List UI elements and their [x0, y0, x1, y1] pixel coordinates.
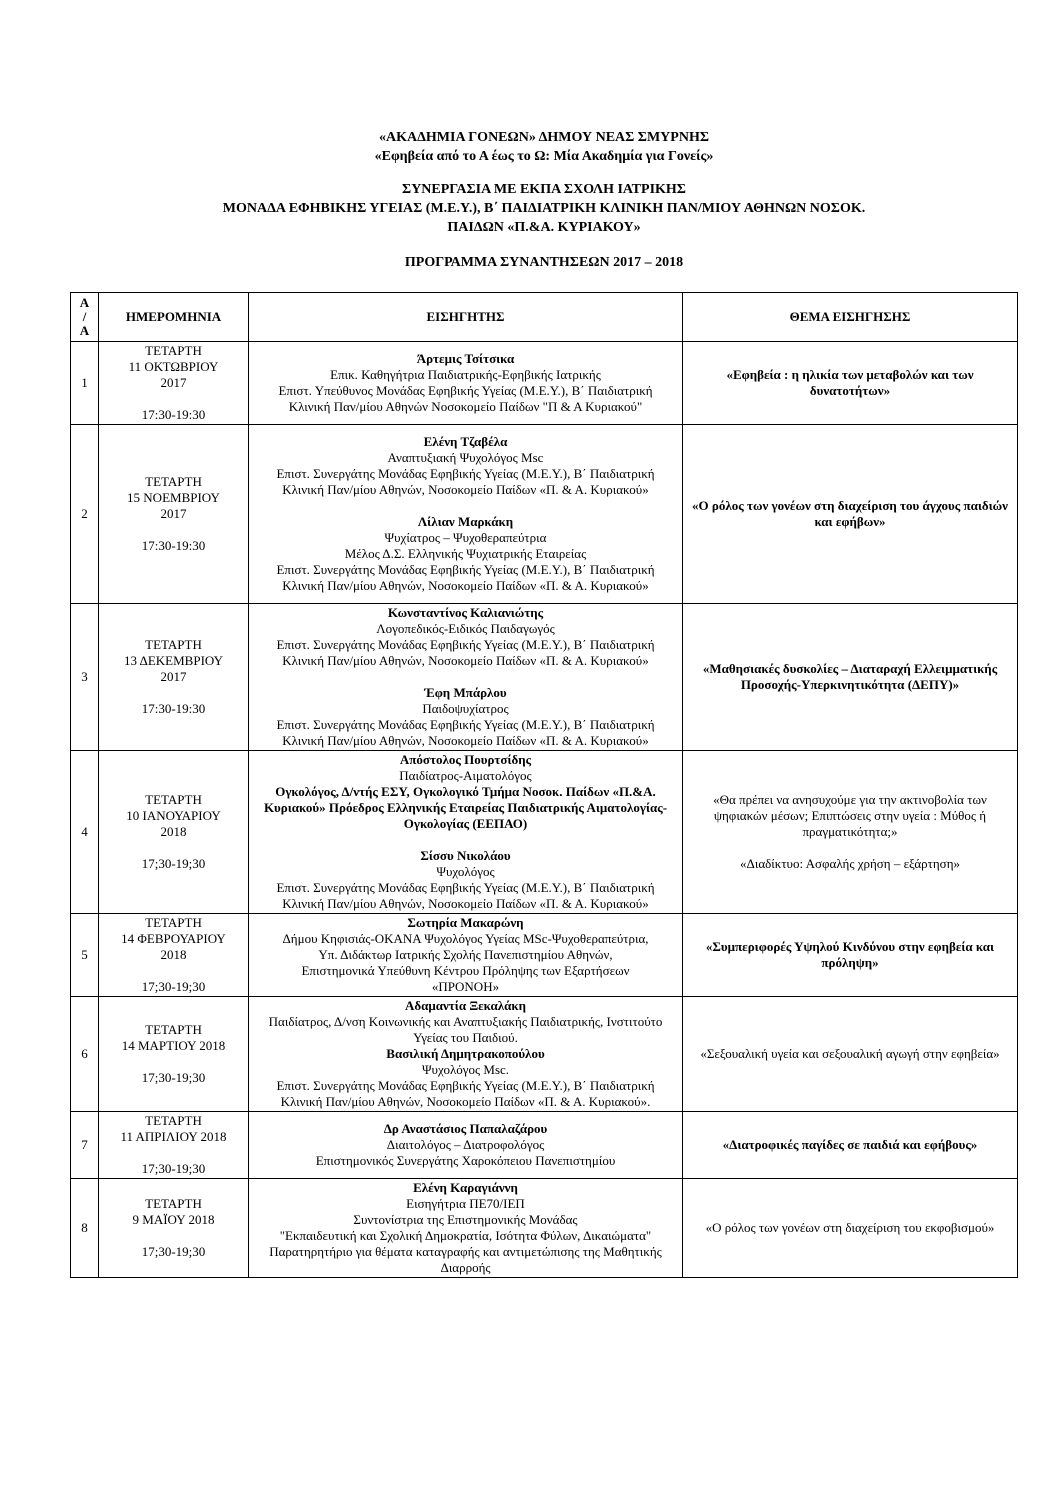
weekday: ΤΕΤΑΡΤΗ [145, 637, 202, 652]
column-header-speaker: ΕΙΣΗΓΗΤΗΣ [249, 293, 683, 342]
speaker-name: Σωτηρία Μακαρώνη [407, 915, 524, 930]
weekday: ΤΕΤΑΡΤΗ [145, 792, 202, 807]
year: 2018 [160, 947, 187, 962]
speaker-detail: Υγείας του Παιδιού. [413, 1030, 518, 1045]
speaker-name: Άρτεμις Τσίτσικα [416, 351, 515, 366]
weekday: ΤΕΤΑΡΤΗ [145, 343, 202, 358]
time: 17:30-19:30 [141, 701, 206, 716]
header-hospital: ΠΑΙΔΩΝ «Π.&Α. ΚΥΡΙΑΚΟΥ» [447, 220, 641, 235]
topic-cell [683, 751, 1018, 914]
speaker-detail: Διαρροής [440, 1260, 491, 1275]
speaker-detail: Κλινική Παν/μίου Αθηνών, Νοσοκομείο Παίδων «Π. & Α. Κυριακού» [282, 578, 649, 593]
date: 11 ΑΠΡΙΛΙΟΥ 2018 [120, 1129, 227, 1144]
year: 2018 [160, 824, 187, 839]
topic-cell: «Εφηβεία : η ηλικία των μεταβολών και των δυνατοτήτων» [683, 342, 1018, 425]
date-cell [99, 914, 249, 997]
speaker-name: Ελένη Καραγιάννη [413, 1180, 518, 1195]
speaker-name: Έφη Μπάρλου [424, 685, 507, 700]
topic-text: «Θα πρέπει να ανησυχούμε για την ακτινοβολία των ψηφιακών μέσων; Επιπτώσεις στην υγεία : Μύθος ή πραγματικότητα;» [713, 792, 987, 839]
table-row [71, 1179, 1018, 1278]
date-cell [99, 1179, 249, 1278]
table-row [71, 425, 1018, 604]
speaker-detail: Ογκολόγος, Δ/ντής ΕΣΥ, Ογκολογικό Τμήμα Νοσοκ. Παίδων «Π.&Α. [275, 784, 656, 799]
speaker-name: Λίλιαν Μαρκάκη [417, 514, 514, 529]
speaker-detail: Παιδίατρος-Αιματολόγος [399, 768, 532, 783]
time: 17:30-19:30 [141, 407, 206, 422]
speaker-cell [249, 342, 683, 425]
aa-slash: / [82, 309, 87, 324]
speaker-name: Βασιλική Δημητρακοπούλου [386, 1046, 545, 1061]
speaker-detail: Επιστ. Υπεύθυνος Μονάδας Εφηβικής Υγείας (Μ.Ε.Υ.), Β΄ Παιδιατρική [278, 383, 653, 398]
table-row [71, 1112, 1018, 1179]
speaker-detail: Κυριακού» Πρόεδρος Ελληνικής Εταιρείας Παιδιατρικής Αιματολογίας- [263, 800, 668, 815]
speaker-detail: Ψυχολόγος Msc. [421, 1062, 510, 1077]
speaker-detail: Παιδίατρος, Δ/νση Κοινωνικής και Αναπτυξιακής Παιδιατρικής, Ινστιτούτο [268, 1014, 663, 1029]
speaker-detail: Επιστ. Συνεργάτης Μονάδας Εφηβικής Υγείας (Μ.Ε.Υ.), Β΄ Παιδιατρική [276, 1078, 655, 1093]
speaker-name: Κωνσταντίνος Καλιανιώτης [387, 605, 544, 620]
speaker-detail: Κλινική Παν/μίου Αθηνών Νοσοκομείο Παίδων "Π & Α Κυριακού" [288, 399, 643, 414]
table-row [71, 914, 1018, 997]
speaker-detail: Υπ. Διδάκτωρ Ιατρικής Σχολής Πανεπιστημίου Αθηνών, [318, 947, 613, 962]
weekday: ΤΕΤΑΡΤΗ [145, 1022, 202, 1037]
year: 2017 [160, 506, 187, 521]
row-number: 4 [71, 751, 99, 914]
speaker-detail: Μέλος Δ.Σ. Ελληνικής Ψυχιατρικής Εταιρείας [344, 546, 587, 561]
speaker-detail: Παρατηρητήριο για θέματα καταγραφής και αντιμετώπισης της Μαθητικής [269, 1244, 662, 1259]
speaker-detail: Κλινική Παν/μίου Αθηνών, Νοσοκομείο Παίδων «Π. & Α. Κυριακού» [282, 896, 649, 911]
topic-cell: «Σεξουαλική υγεία και σεξουαλική αγωγή στην εφηβεία» [683, 997, 1018, 1112]
date: 9 ΜΑΪΟΥ 2018 [132, 1212, 215, 1227]
speaker-name: Απόστολος Πουρτσίδης [399, 752, 532, 767]
topic-cell: «Ο ρόλος των γονέων στη διαχείριση του εκφοβισμού» [683, 1179, 1018, 1278]
date-cell [99, 604, 249, 751]
date-cell [99, 425, 249, 604]
topic-text: «Διαδίκτυο: Ασφαλής χρήση – εξάρτηση» [739, 856, 960, 871]
year: 2017 [160, 375, 187, 390]
speaker-detail: Επιστ. Συνεργάτης Μονάδας Εφηβικής Υγείας (Μ.Ε.Υ.), Β΄ Παιδιατρική [276, 717, 655, 732]
topic-cell: «Διατροφικές παγίδες σε παιδιά και εφήβους» [683, 1112, 1018, 1179]
date-cell [99, 751, 249, 914]
aa-letter-1: Α [79, 295, 90, 310]
column-header-date: ΗΜΕΡΟΜΗΝΙΑ [99, 293, 249, 342]
header-title: «ΑΚΑΔΗΜΙΑ ΓΟΝΕΩΝ» ΔΗΜΟΥ ΝΕΑΣ ΣΜΥΡΝΗΣ [379, 130, 709, 145]
speaker-name: Δρ Αναστάσιος Παπαλαζάρου [383, 1121, 548, 1136]
speaker-detail: Αναπτυξιακή Ψυχολόγος Msc [387, 450, 544, 465]
topic-cell: «Συμπεριφορές Υψηλού Κινδύνου στην εφηβεία και πρόληψη» [683, 914, 1018, 997]
column-header-number [71, 293, 99, 342]
time: 17;30-19;30 [141, 1161, 206, 1176]
speaker-name: Αδαμαντία Ξεκαλάκη [404, 998, 527, 1013]
speaker-detail: Ογκολογίας (ΕΕΠΑΟ) [403, 816, 528, 831]
schedule-table [70, 292, 1018, 1278]
weekday: ΤΕΤΑΡΤΗ [145, 474, 202, 489]
date-cell [99, 997, 249, 1112]
date-cell [99, 342, 249, 425]
speaker-detail: Επιστ. Συνεργάτης Μονάδας Εφηβικής Υγείας (Μ.Ε.Υ.), Β΄ Παιδιατρική [276, 466, 655, 481]
date: 14 ΦΕΒΡΟΥΑΡΙΟΥ [121, 931, 226, 946]
speaker-detail: Διαιτολόγος – Διατροφολόγος [386, 1137, 545, 1152]
date: 11 ΟΚΤΩΒΡΙΟΥ [128, 359, 219, 374]
time: 17;30-19;30 [141, 1070, 206, 1085]
speaker-cell [249, 997, 683, 1112]
speaker-cell [249, 1179, 683, 1278]
speaker-detail: Συντονίστρια της Επιστημονικής Μονάδας [353, 1212, 578, 1227]
column-header-topic: ΘΕΜΑ ΕΙΣΗΓΗΣΗΣ [683, 293, 1018, 342]
speaker-detail: Κλινική Παν/μίου Αθηνών, Νοσοκομείο Παίδων «Π. & Α. Κυριακού». [280, 1094, 651, 1109]
table-header-row [71, 293, 1018, 342]
date: 14 ΜΑΡΤΙΟΥ 2018 [121, 1038, 226, 1053]
header-program-title: ΠΡΟΓΡΑΜΜΑ ΣΥΝΑΝΤΗΣΕΩΝ 2017 – 2018 [404, 255, 684, 270]
date: 15 ΝΟΕΜΒΡΙΟΥ [127, 490, 220, 505]
speaker-detail: Κλινική Παν/μίου Αθηνών, Νοσοκομείο Παίδων «Π. & Α. Κυριακού» [282, 482, 649, 497]
time: 17;30-19;30 [141, 979, 206, 994]
header-unit: ΜΟΝΑΔΑ ΕΦΗΒΙΚΗΣ ΥΓΕΙΑΣ (Μ.Ε.Υ.), Β΄ ΠΑΙΔΙΑΤΡΙΚΗ ΚΛΙΝΙΚΗ ΠΑΝ/ΜΙΟΥ ΑΘΗΝΩΝ ΝΟΣΟΚ. [222, 201, 866, 216]
speaker-detail: Επικ. Καθηγήτρια Παιδιατρικής-Εφηβικής Ιατρικής [330, 367, 601, 382]
table-row [71, 997, 1018, 1112]
speaker-detail: Επιστ. Συνεργάτης Μονάδας Εφηβικής Υγείας (Μ.Ε.Υ.), Β΄ Παιδιατρική [276, 637, 655, 652]
speaker-detail: Παιδοψυχίατρος [422, 701, 509, 716]
speaker-detail: Κλινική Παν/μίου Αθηνών, Νοσοκομείο Παίδων «Π. & Α. Κυριακού» [282, 653, 649, 668]
document-header [70, 128, 1018, 272]
date: 13 ΔΕΚΕΜΒΡΙΟΥ [123, 653, 224, 668]
topic-cell: «Ο ρόλος των γονέων στη διαχείριση του άγχους παιδιών και εφήβων» [683, 425, 1018, 604]
weekday: ΤΕΤΑΡΤΗ [145, 1196, 202, 1211]
weekday: ΤΕΤΑΡΤΗ [145, 915, 202, 930]
weekday: ΤΕΤΑΡΤΗ [145, 1113, 202, 1128]
speaker-detail: «ΠΡΟΝΟΗ» [431, 979, 500, 994]
row-number: 3 [71, 604, 99, 751]
speaker-detail: Επιστημονικός Συνεργάτης Χαροκόπειου Πανεπιστημίου [315, 1153, 616, 1168]
speaker-name: Σίσσυ Νικολάου [420, 848, 511, 863]
row-number: 6 [71, 997, 99, 1112]
speaker-cell [249, 425, 683, 604]
table-row [71, 604, 1018, 751]
speaker-cell [249, 1112, 683, 1179]
time: 17:30-19:30 [141, 538, 206, 553]
speaker-detail: Εισηγήτρια ΠΕ70/ΙΕΠ [406, 1196, 525, 1211]
row-number: 5 [71, 914, 99, 997]
speaker-cell [249, 751, 683, 914]
date: 10 ΙΑΝΟΥΑΡΙΟΥ [126, 808, 221, 823]
speaker-detail: Επιστ. Συνεργάτης Μονάδας Εφηβικής Υγείας (Μ.Ε.Υ.), Β΄ Παιδιατρική [276, 880, 655, 895]
speaker-name: Ελένη Τζαβέλα [423, 434, 508, 449]
time: 17;30-19;30 [141, 856, 206, 871]
row-number: 1 [71, 342, 99, 425]
year: 2017 [160, 669, 187, 684]
speaker-detail: "Εκπαιδευτική και Σχολική Δημοκρατία, Ισότητα Φύλων, Δικαιώματα" [279, 1228, 652, 1243]
aa-letter-2: Α [79, 323, 90, 338]
header-subtitle: «Εφηβεία από το Α έως το Ω: Μία Ακαδημία για Γονείς» [374, 149, 714, 164]
row-number: 7 [71, 1112, 99, 1179]
header-collaboration: ΣΥΝΕΡΓΑΣΙΑ ΜΕ ΕΚΠΑ ΣΧΟΛΗ ΙΑΤΡΙΚΗΣ [402, 182, 686, 197]
speaker-detail: Ψυχίατρος – Ψυχοθεραπεύτρια [384, 530, 547, 545]
speaker-detail: Δήμου Κηφισιάς-ΟΚΑΝΑ Ψυχολόγος Υγείας MSc-Ψυχοθεραπεύτρια, [282, 931, 649, 946]
speaker-detail: Επιστ. Συνεργάτης Μονάδας Εφηβικής Υγείας (Μ.Ε.Υ.), Β΄ Παιδιατρική [276, 562, 655, 577]
table-row [71, 342, 1018, 425]
table-row [71, 751, 1018, 914]
speaker-detail: Κλινική Παν/μίου Αθηνών, Νοσοκομείο Παίδων «Π. & Α. Κυριακού» [282, 733, 649, 748]
speaker-cell [249, 914, 683, 997]
row-number: 8 [71, 1179, 99, 1278]
time: 17;30-19;30 [141, 1244, 206, 1259]
topic-cell: «Μαθησιακές δυσκολίες – Διαταραχή Ελλειμματικής Προσοχής-Υπερκινητικότητα (ΔΕΠΥ)» [683, 604, 1018, 751]
speaker-detail: Ψυχολόγος [436, 864, 495, 879]
speaker-detail: Επιστημονικά Υπεύθυνη Κέντρου Πρόληψης των Εξαρτήσεων [301, 963, 630, 978]
speaker-cell [249, 604, 683, 751]
date-cell [99, 1112, 249, 1179]
row-number: 2 [71, 425, 99, 604]
speaker-detail: Λογοπεδικός-Ειδικός Παιδαγωγός [376, 621, 555, 636]
